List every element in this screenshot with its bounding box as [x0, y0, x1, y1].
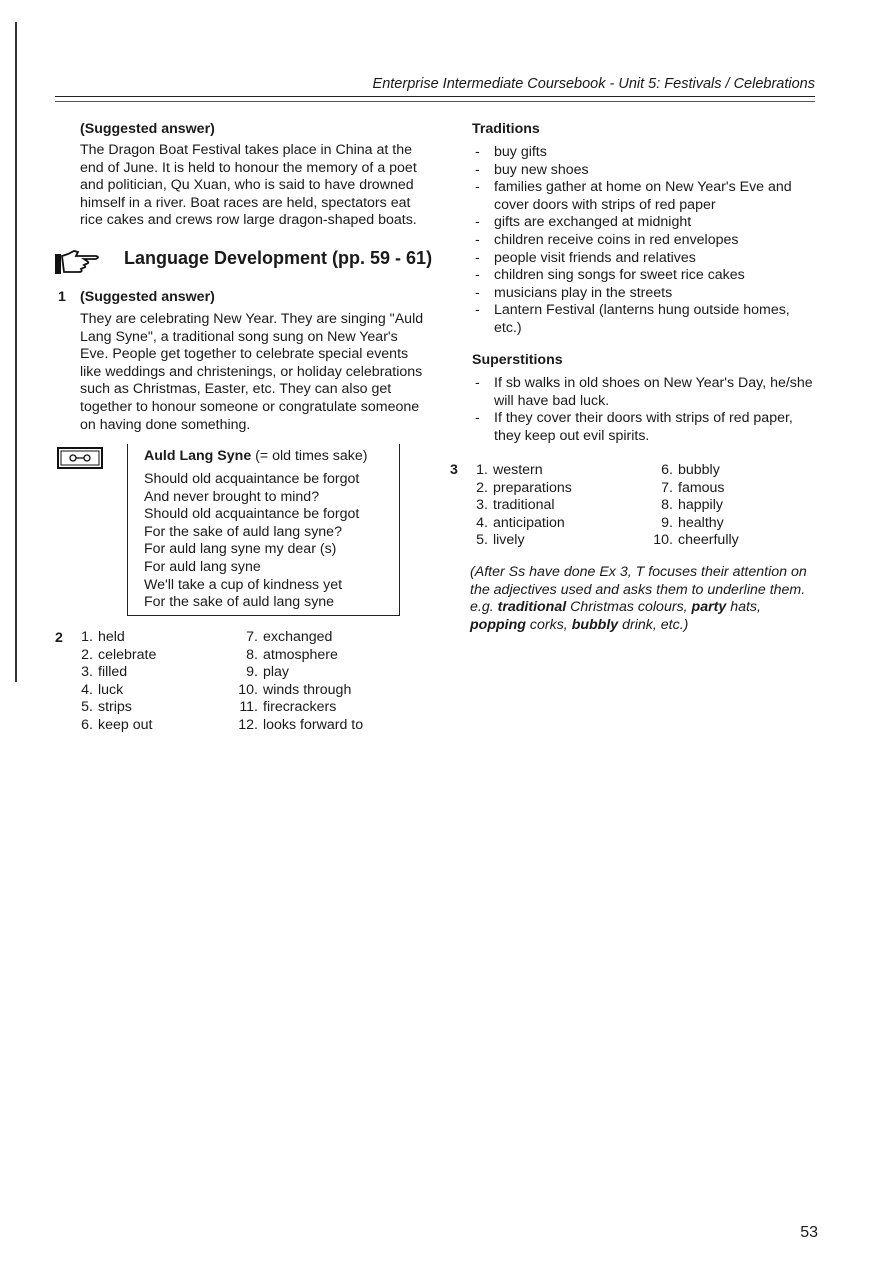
- item-text: healthy: [678, 514, 724, 531]
- item-number: 2.: [81, 646, 93, 663]
- language-development-title: Language Development (pp. 59 - 61): [124, 248, 433, 268]
- item-text: held: [98, 629, 125, 645]
- note-text: hats,: [726, 599, 761, 616]
- list-item: [75, 717, 215, 735]
- song-line: For auld lang syne my dear (s): [144, 541, 337, 558]
- dragon-boat-paragraph: The Dragon Boat Festival takes place in China at the end of June. It is held to honour the memory of a poet and politician, Qu Xuan, who is said to have drowned himself in a river. Boat races are held, spectators eat rice cakes and crews row large dragon-shaped boats.: [80, 142, 417, 229]
- item-text: winds through: [263, 681, 352, 698]
- item-text: western: [493, 462, 543, 478]
- song-title: [144, 448, 368, 466]
- item-number: 12.: [238, 716, 258, 733]
- traditions-heading: Traditions: [472, 121, 540, 137]
- item-text: looks forward to: [263, 716, 364, 733]
- item-text: traditional: [493, 497, 555, 514]
- item-text: cheerfully: [678, 532, 739, 549]
- note-emphasis: party: [691, 599, 727, 616]
- item-text: keep out: [98, 716, 153, 733]
- item-number: 3.: [81, 664, 93, 681]
- list-item: - gifts are exchanged at midnight: [472, 214, 817, 232]
- exercise-number: 3: [450, 462, 458, 478]
- item-text: celebrate: [98, 646, 157, 663]
- list-item: - Lantern Festival (lanterns hung outside homes, etc.): [472, 302, 817, 337]
- left-margin-rule: [15, 22, 17, 682]
- cassette-tape-icon: [57, 447, 103, 469]
- list-item: - buy gifts: [472, 144, 817, 162]
- item-text: exchanged: [263, 629, 333, 645]
- song-line: For auld lang syne: [144, 558, 261, 575]
- item-number: 8.: [246, 646, 258, 663]
- list-item: - If sb walks in old shoes on New Year's Day, he/she will have bad luck.: [472, 375, 817, 410]
- item-text: famous: [678, 479, 725, 496]
- item-number: 8.: [661, 497, 673, 514]
- suggested-answer-heading: (Suggested answer): [80, 289, 215, 305]
- list-item: [240, 682, 410, 700]
- item-number: 2.: [476, 479, 488, 496]
- item-text: happily: [678, 497, 723, 514]
- list-item: - families gather at home on New Year's Eve and cover doors with strips of red paper: [472, 179, 817, 214]
- list-item: - buy new shoes: [472, 162, 817, 180]
- song-line: For the sake of auld lang syne: [144, 594, 335, 611]
- new-year-paragraph: They are celebrating New Year. They are singing "Auld Lang Syne", a traditional song sung on New Year's Eve. People get together to celebrate special events like weddings and christenings, or holiday celebrations such as Christmas, Easter, etc. They can also get together to honour someone or congratulate someone on having done something.: [80, 311, 424, 433]
- item-number: 7.: [246, 629, 258, 645]
- item-text: luck: [98, 681, 124, 698]
- exercise-number: 1: [58, 289, 66, 305]
- list-item: [75, 647, 215, 665]
- note-text: drink, etc.): [618, 616, 689, 633]
- item-text: atmosphere: [263, 646, 338, 663]
- item-number: 4.: [476, 514, 488, 531]
- list-item: [655, 480, 815, 498]
- answer-list: [470, 462, 630, 550]
- item-number: 10.: [238, 681, 258, 698]
- answer-list: [75, 629, 215, 735]
- item-number: 3.: [476, 497, 488, 514]
- list-item: - musicians play in the streets: [472, 285, 817, 303]
- item-number: 1.: [476, 462, 488, 478]
- page-number: 53: [800, 1224, 818, 1241]
- list-item: [75, 664, 215, 682]
- item-number: 11.: [239, 699, 258, 716]
- item-text: strips: [98, 699, 132, 716]
- traditions-list: [472, 144, 817, 338]
- item-text: firecrackers: [263, 699, 337, 716]
- list-item: [470, 515, 630, 533]
- pointing-hand-icon: [54, 248, 104, 276]
- list-item: [655, 515, 815, 533]
- song-line: Should old acquaintance be forgot: [144, 471, 360, 487]
- header-rule-thin: [55, 101, 815, 102]
- item-text: filled: [98, 664, 128, 681]
- item-number: 4.: [81, 681, 93, 698]
- running-header: Enterprise Intermediate Coursebook - Unit 5: Festivals / Celebrations: [372, 76, 815, 92]
- list-item: [240, 664, 410, 682]
- note-text: corks,: [525, 616, 572, 633]
- answer-list: [240, 629, 410, 735]
- list-item: [655, 532, 815, 550]
- item-number: 5.: [476, 532, 488, 549]
- superstitions-heading: Superstitions: [472, 352, 563, 368]
- superstitions-list: [472, 375, 817, 445]
- item-text: preparations: [493, 479, 572, 496]
- list-item: [470, 532, 630, 550]
- item-number: 1.: [81, 629, 93, 645]
- item-text: lively: [493, 532, 525, 549]
- item-number: 5.: [81, 699, 93, 716]
- list-item: [470, 462, 630, 480]
- song-title-gloss: (= old times sake): [251, 448, 368, 464]
- item-number: 6.: [661, 462, 673, 478]
- list-item: [75, 629, 215, 647]
- item-number: 9.: [661, 514, 673, 531]
- note-emphasis: bubbly: [571, 616, 619, 633]
- item-text: play: [263, 664, 290, 681]
- list-item: [75, 682, 215, 700]
- list-item: [655, 497, 815, 515]
- note-emphasis: popping: [470, 616, 526, 633]
- list-item: - If they cover their doors with strips of red paper, they keep out evil spirits.: [472, 410, 817, 445]
- list-item: [240, 699, 410, 717]
- note-text: (After Ss have done Ex 3, T focuses their attention on the adjectives used and asks them to underline them. e.g.: [470, 564, 807, 616]
- song-lyrics: [144, 471, 394, 612]
- list-item: [470, 480, 630, 498]
- list-item: [75, 699, 215, 717]
- list-item: [240, 629, 410, 647]
- note-emphasis: traditional: [497, 599, 567, 616]
- list-item: [655, 462, 815, 480]
- list-item: - people visit friends and relatives: [472, 250, 817, 268]
- list-item: [240, 717, 410, 735]
- list-item: [240, 647, 410, 665]
- exercise-number: 2: [55, 630, 63, 646]
- item-text: bubbly: [678, 462, 720, 478]
- song-line: We'll take a cup of kindness yet: [144, 576, 343, 593]
- list-item: - children receive coins in red envelopes: [472, 232, 817, 250]
- item-text: anticipation: [493, 514, 565, 531]
- teacher-note: [470, 564, 818, 634]
- suggested-answer-heading: (Suggested answer): [80, 121, 215, 137]
- list-item: - children sing songs for sweet rice cakes: [472, 267, 817, 285]
- song-line: For the sake of auld lang syne?: [144, 523, 342, 540]
- answer-list: [655, 462, 815, 550]
- item-number: 6.: [81, 716, 93, 733]
- item-number: 7.: [661, 479, 673, 496]
- item-number: 9.: [246, 664, 258, 681]
- song-line: And never brought to mind?: [144, 488, 320, 505]
- header-rule: [55, 96, 815, 97]
- note-text: Christmas colours,: [566, 599, 692, 616]
- list-item: [470, 497, 630, 515]
- song-title-bold: Auld Lang Syne: [144, 448, 252, 464]
- item-number: 10.: [653, 532, 673, 549]
- song-line: Should old acquaintance be forgot: [144, 506, 360, 523]
